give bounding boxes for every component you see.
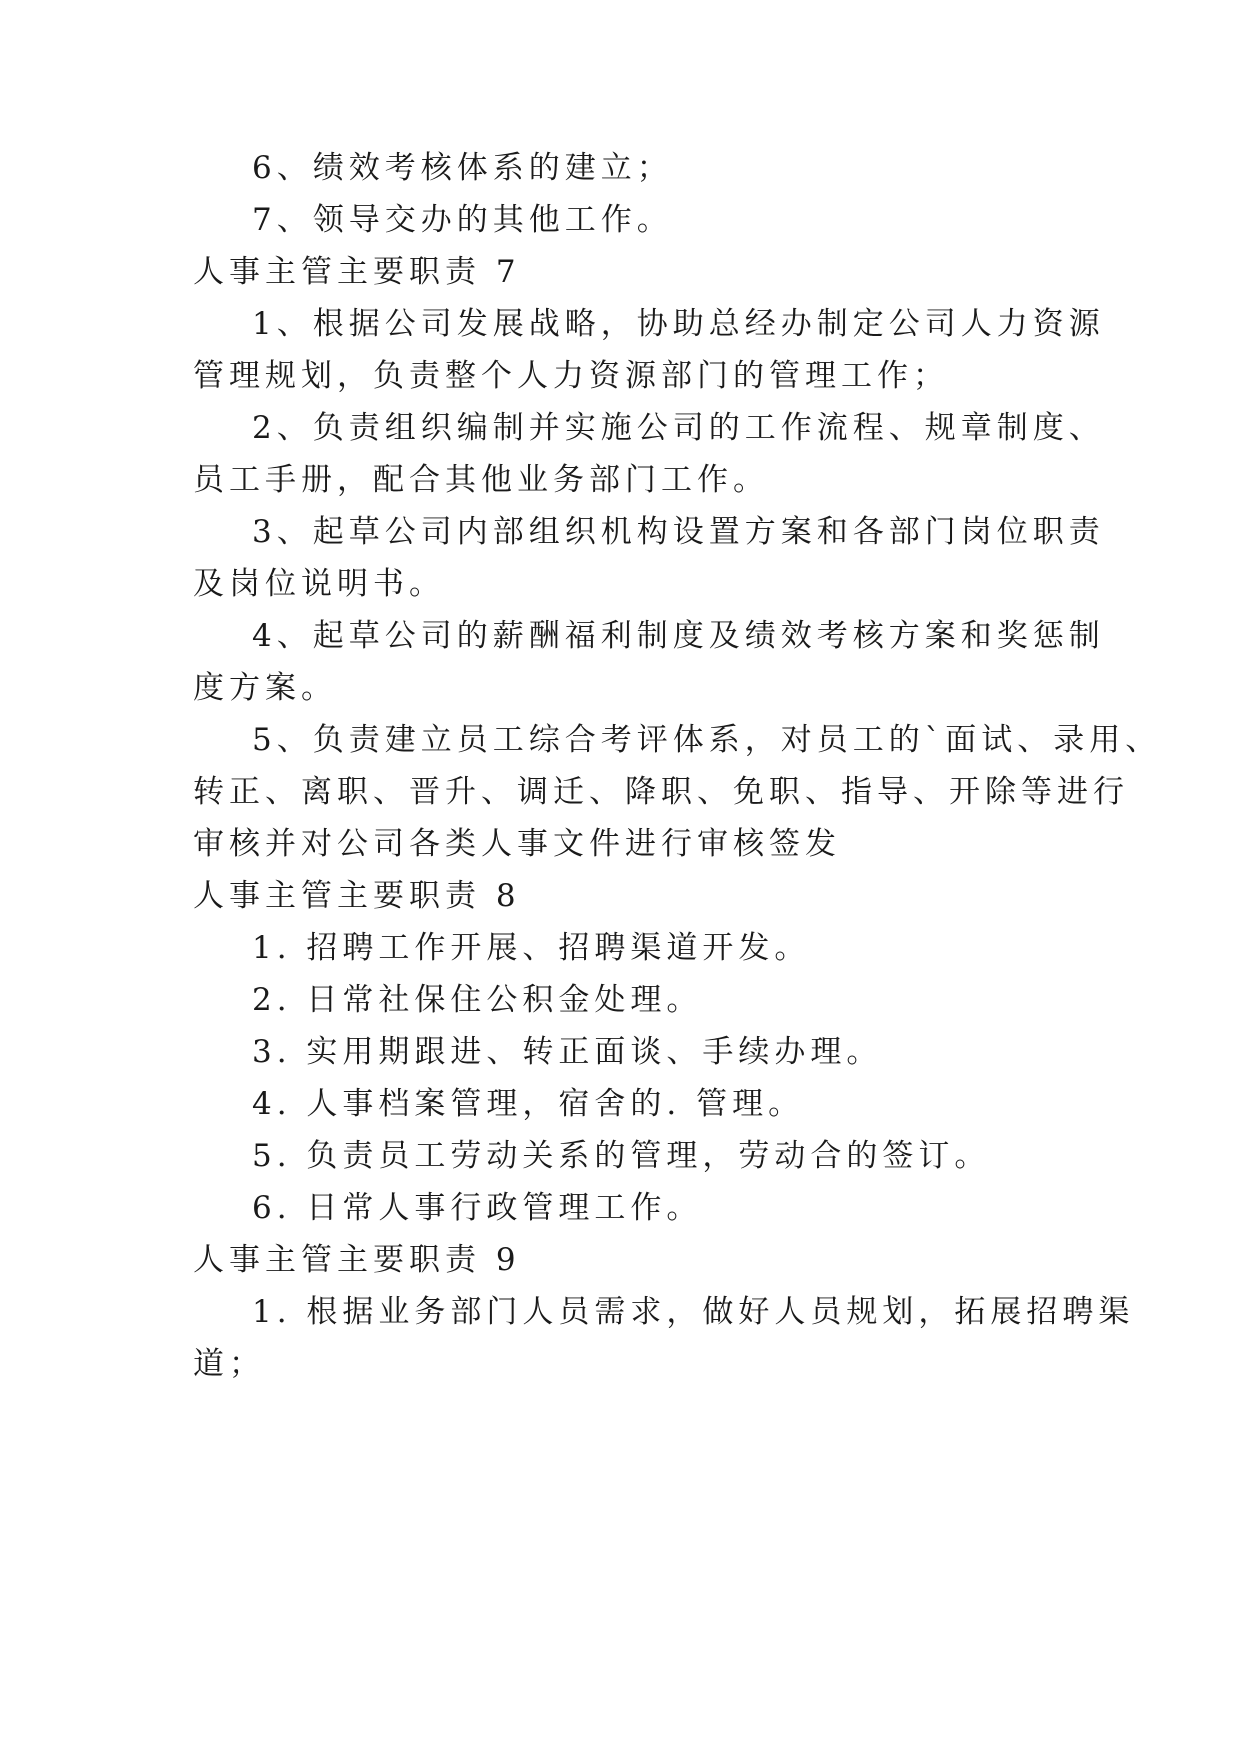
paragraph-line: 2、负责组织编制并实施公司的工作流程、规章制度、 [252,410,1105,446]
paragraph-line: 审核并对公司各类人事文件进行审核签发 [193,826,841,862]
list-item: 2. 日常社保住公积金处理。 [252,982,703,1018]
section-heading: 人事主管主要职责 8 [193,878,521,914]
paragraph-line: 及岗位说明书。 [193,566,445,602]
list-item: 6. 日常人事行政管理工作。 [252,1190,703,1226]
list-item: 1. 招聘工作开展、招聘渠道开发。 [252,930,811,966]
section-heading: 人事主管主要职责 7 [193,254,521,290]
paragraph-line: 员工手册，配合其他业务部门工作。 [193,462,769,498]
paragraph-line: 5、负责建立员工综合考评体系，对员工的`面试、录用、 [252,722,1162,758]
paragraph-line: 管理规划，负责整个人力资源部门的管理工作； [193,358,949,394]
list-item: 3. 实用期跟进、转正面谈、手续办理。 [252,1034,883,1070]
list-item: 4. 人事档案管理，宿舍的. 管理。 [252,1086,805,1122]
paragraph-line: 道； [193,1346,265,1382]
list-item: 6、绩效考核体系的建立； [252,150,673,186]
paragraph-line: 转正、离职、晋升、调迁、降职、免职、指导、开除等进行 [193,774,1129,810]
paragraph-line: 1. 根据业务部门人员需求，做好人员规划，拓展招聘渠 [252,1294,1135,1330]
list-item: 7、领导交办的其他工作。 [252,202,673,238]
section-heading: 人事主管主要职责 9 [193,1242,521,1278]
list-item: 5. 负责员工劳动关系的管理，劳动合的签订。 [252,1138,991,1174]
paragraph-line: 1、根据公司发展战略，协助总经办制定公司人力资源 [252,306,1105,342]
paragraph-line: 度方案。 [193,670,337,706]
paragraph-line: 3、起草公司内部组织机构设置方案和各部门岗位职责 [252,514,1105,550]
paragraph-line: 4、起草公司的薪酬福利制度及绩效考核方案和奖惩制 [252,618,1105,654]
